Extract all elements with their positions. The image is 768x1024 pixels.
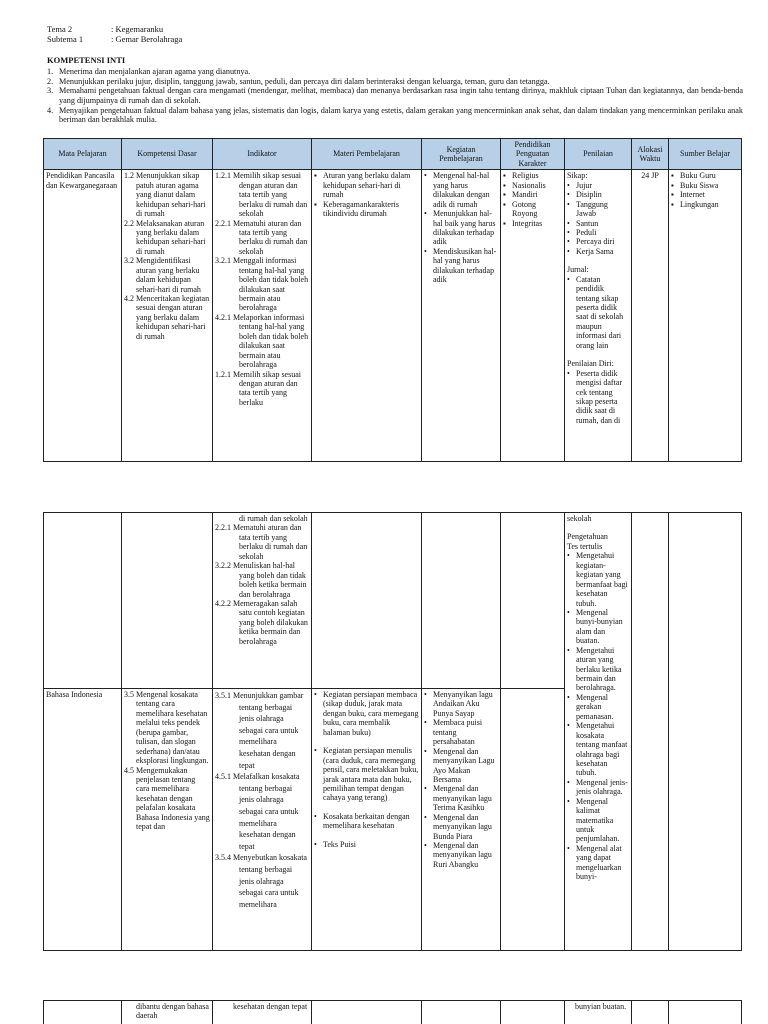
cell-kegiatan: • Menyanyikan lagu Andaikan Aku Punya Sayap • Membaca puisi tentang persahabatan • Mengenal dan menyanyikan Lagu Ayo Makan Bersama • Mengenal dan menyanyikan lagu Terima Kasihku • Mengenal dan menyanyikan lagu Bunda Piara • Mengenal dan menyanyikan lagu Ruri Abangku [422,689,501,951]
cell-materi: • Kegiatan persiapan membaca (sikap duduk, jarak mata dengan buku, cara memegang buku, cara membalik halaman buku) • Kegiatan persiapan menulis (cara duduk, cara memegang pensil, cara meletakkan buku, jarak antara mata dan buku, pemilihan tempat dengan cahaya yang terang) • Kosakata berkaitan dengan memelihara kesehatan • Teks Puisi [312,689,422,951]
cell-penilaian: sekolah Pengetahuan Tes tertulis • Mengetahui kegiatan-kegiatan yang bermanfaat bagi kesehatan tubuh. • Mengenal bunyi-bunyian alam dan buatan. • Mengetahui aturan yang berlaku ketika bermain dan berolahraga. • Mengenal gerakan pemanasan. • Mengetahui kosakata tentang manfaat olahraga bagi kesehatan tubuh. • Mengenal jenis-jenis olahraga. • Mengenal kalimat matematika untuk penjumlahan. • Mengenal alat yang dapat mengeluarkan bunyi- [565,513,632,951]
header-kegiatan: Kegiatan Pembelajaran [422,139,501,170]
kompetensi-inti-list [47,67,743,125]
cell-indikator: di rumah dan sekolah 2.2.1 Mematuhi aturan dan tata tertib yang berlaku di rumah dan sekolah 3.2.2 Menuliskan hal-hal yang boleh dan tidak boleh ketika bermain dan berolahraga 4.2.2 Memeragakan salah satu contoh kegiatan yang boleh dilakukan ketika bermain dan berolahraga [213,513,312,689]
header-materi: Materi Pembelajaran [312,139,422,170]
header-alokasi: Alokasi Waktu [632,139,669,170]
header-sumber: Sumber Belajar [669,139,742,170]
header-kd: Kompetensi Dasar [122,139,213,170]
silabus-table-page3 [43,1000,742,1024]
header-mapel: Mata Pelajaran [44,139,122,170]
cell-indikator: kesehatan dengan tepat [213,1001,312,1024]
cell-mapel: Bahasa Indonesia [44,689,122,951]
ki-item: 3. Memahami pengetahuan faktual dengan cara mengamati (mendengar, melihat, membaca) dan menanya berdasarkan rasa ingin tahu tentang dirinya, makhluk ciptaan Tuhan dan kegiatannya, dan benda-benda yang dijumpainya di rumah dan di sekolah. [47,86,743,106]
kompetensi-inti-title: KOMPETENSI INTI [47,55,126,65]
cell-kd: 3.5 Mengenal kosakata tentang cara memelihara kesehatan melalui teks pendek (berupa gambar, tulisan, dan slogan sederhana) dan/atau eksplorasi lingkungan. 4.5 Mengemukakan penjelasan tentang cara memelihara kesehatan dengan pelafalan kosakata Bahasa Indonesia yang tepat dan [122,689,213,951]
table-row [44,170,742,462]
cell-indikator: 3.5.1 Menunjukkan gambar tentang berbagai jenis olahraga sebagai cara untuk memelihara kesehatan dengan tepat 4.5.1 Melafalkan kosakata tentang berbagai jenis olahraga sebagai cara untuk memelihara kesehatan dengan tepat 3.5.4 Menyebutkan kosakata tentang berbagai jenis olahraga sebagai cara untuk memelihara [213,689,312,951]
cell-penilaian: Sikap: • Jujur • Disiplin • Tanggung Jawab • Santun • Peduli • Percaya diri • Kerja Sama Jurnal: • Catatan pendidik tentang sikap peserta didik saat di sekolah maupun informasi dari orang lain Penilaian Diri: • Peserta didik mengisi daftar cek tentang sikap peserta didik saat di rumah, dan di [565,170,632,462]
kompetensi-inti [47,55,743,125]
ki-item: 4. Menyajikan pengetahuan faktual dalam bahasa yang jelas, sistematis dan logis, dalam karya yang estetis, dalam gerakan yang mencerminkan anak sehat, dan dalam tindakan yang mencerminkan perilaku anak beriman dan berakhlak mulia. [47,105,743,125]
header-penilaian: Penilaian [565,139,632,170]
subtema-value: : Gemar Berolahraga [111,34,183,44]
subtema-label: Subtema 1 [47,34,84,44]
silabus-table-page2 [43,512,742,951]
silabus-table-page1 [43,138,742,462]
table-row [44,513,742,689]
header-ppk: Pendidikan Penguatan Karakter [501,139,565,170]
cell-alokasi: 24 JP [632,170,669,462]
cell-penilaian: bunyian buatan. [565,1001,632,1024]
ki-item: 2. Menunjukkan perilaku jujur, disiplin, tanggung jawab, santun, peduli, dan percaya diri dalam berinteraksi dengan keluarga, teman, guru dan tetangga. [47,76,550,86]
cell-materi: ▪ Aturan yang berlaku dalam kehidupan sehari-hari di rumah ▪ Keberagamankarakteris tikindividu dirumah [312,170,422,462]
cell-kegiatan: • Mengenal hal-hal yang harus dilakukan dengan adik di rumah • Menunjukkan hal-hal baik yang harus dilakukan terhadap adik • Mendiskusikan hal-hal yang harus dilakukan terhadap adik [422,170,501,462]
cell-indikator: 1.2.1 Memilih sikap sesuai dengan aturan dan tata tertib yang berlaku di rumah dan sekolah 2.2.1 Mematuhi aturan dan tata tertib yang berlaku di rumah dan sekolah 3.2.1 Menggali informasi tentang hal-hal yang boleh dan tidak boleh dilakukan saat bermain atau berolahraga 4.2.1 Melaporkan informasi tentang hal-hal yang boleh dan tidak boleh dilakukan saat bermain atau berolahraga 1.2.1 Memilih sikap sesuai dengan aturan dan tata tertib yang berlaku [213,170,312,462]
table-header-row [44,139,742,170]
ki-item: 1. Menerima dan menjalankan ajaran agama yang dianutnya. [47,67,251,77]
document-meta [47,24,182,44]
tema-label: Tema 2 [47,24,73,34]
cell-mapel: Pendidikan Pancasila dan Kewarganegaraan [44,170,122,462]
cell-kd: 1.2 Menunjukkan sikap patuh aturan agama yang dianut dalam kehidupan sehari-hari di rumah 2.2 Melaksanakan aturan yang berlaku dalam kehidupan sehari-hari di rumah 3.2 Mengidentifikasi aturan yang berlaku dalam kehidupan sehari-hari di rumah 4.2 Menceritakan kegiatan sesuai dengan aturan yang berlaku dalam kehidupan sehari-hari di rumah [122,170,213,462]
tema-value: : Kegemaranku [111,24,164,34]
table-row [44,1001,742,1024]
cell-sumber: ▪ Buku Guru ▪ Buku Siswa ▪ Internet ▪ Lingkungan [669,170,742,462]
cell-kd: dibantu dengan bahasa daerah [122,1001,213,1024]
cell-ppk: ▪ Religius ▪ Nasionalis ▪ Mandiri ▪ Gotong Royong ▪ Integritas [501,170,565,462]
header-indikator: Indikator [213,139,312,170]
